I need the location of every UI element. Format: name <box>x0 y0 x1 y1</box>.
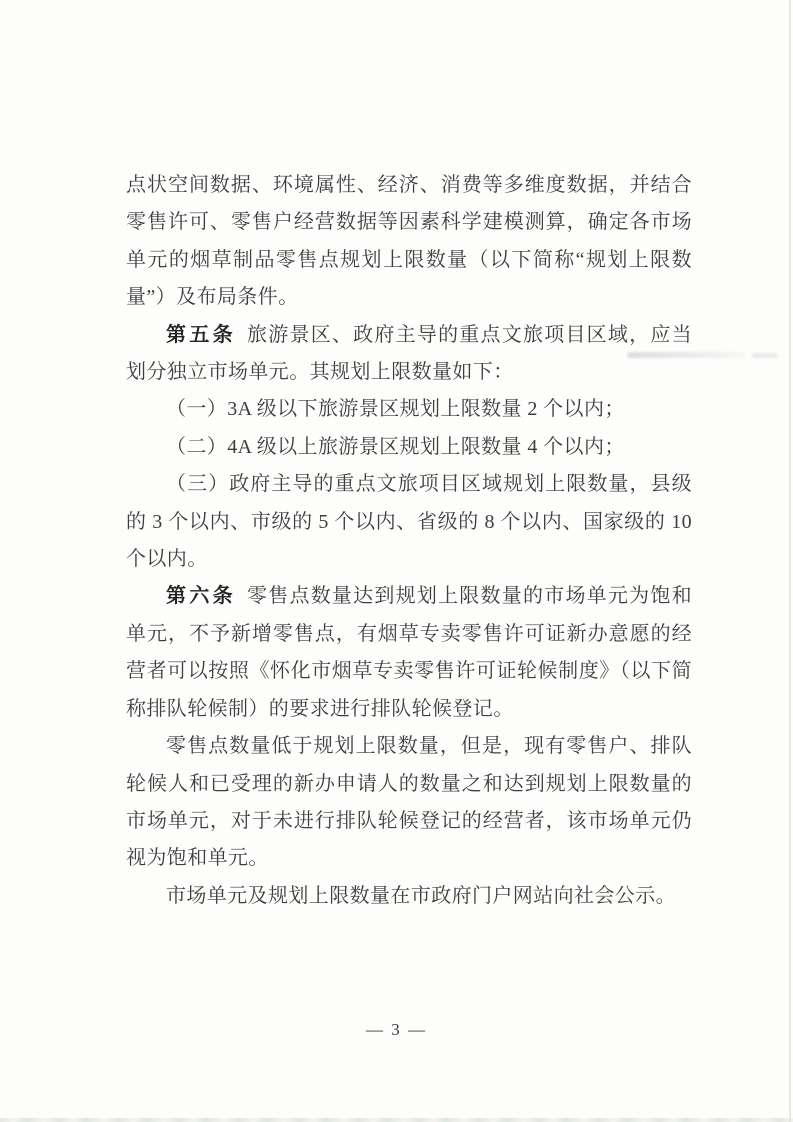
paragraph-text: 零售点数量达到规划上限数量的市场单元为饱和单元，不予新增零售点，有烟草专卖零售许可证新办意愿的经营者可以按照《怀化市烟草专卖零售许可证轮候制度》（以下简称排队轮候制）的要求进行排队轮候登记。 <box>126 585 693 720</box>
paragraph-list-item-1 <box>126 391 692 428</box>
paragraph-text: （一）3A 级以下旅游景区规划上限数量 2 个以内； <box>166 398 625 421</box>
article-number: 第五条 <box>166 323 236 346</box>
paragraph-list-item-2 <box>126 429 692 466</box>
scan-smudge-artifact <box>627 352 745 358</box>
paragraph <box>126 728 692 878</box>
paragraph <box>126 878 692 915</box>
document-body <box>126 167 692 915</box>
paragraph-list-item-3 <box>126 466 692 578</box>
paragraph-article-5 <box>126 317 692 392</box>
paragraph-text: 市场单元及规划上限数量在市政府门户网站向社会公示。 <box>166 884 676 907</box>
paragraph-text: （二）4A 级以上旅游景区规划上限数量 4 个以内； <box>166 435 625 458</box>
paragraph-article-6 <box>126 578 692 728</box>
paragraph-text: 旅游景区、政府主导的重点文旅项目区域，应当划分独立市场单元。其规划上限数量如下： <box>126 323 693 384</box>
paragraph-text: （三）政府主导的重点文旅项目区域规划上限数量，县级的 3 个以内、市级的 5 个以内、省级的 8 个以内、国家级的 10 个以内。 <box>126 473 692 571</box>
paragraph-text: 点状空间数据、环境属性、经济、消费等多维度数据，并结合零售许可、零售户经营数据等因素科学建模测算，确定各市场单元的烟草制品零售点规划上限数量（以下简称“规划上限数量”）及布局条件。 <box>126 174 692 309</box>
scan-edge-line <box>789 0 791 1122</box>
page-number: — 3 — <box>366 1020 427 1039</box>
paragraph-text: 零售点数量低于规划上限数量，但是，现有零售户、排队轮候人和已受理的新办申请人的数量之和达到规划上限数量的市场单元，对于未进行排队轮候登记的经营者，该市场单元仍视为饱和单元。 <box>126 735 692 870</box>
scan-edge-noise <box>0 1118 793 1122</box>
article-number: 第六条 <box>166 585 236 608</box>
paragraph <box>126 167 692 317</box>
scan-smudge-artifact <box>752 353 778 358</box>
